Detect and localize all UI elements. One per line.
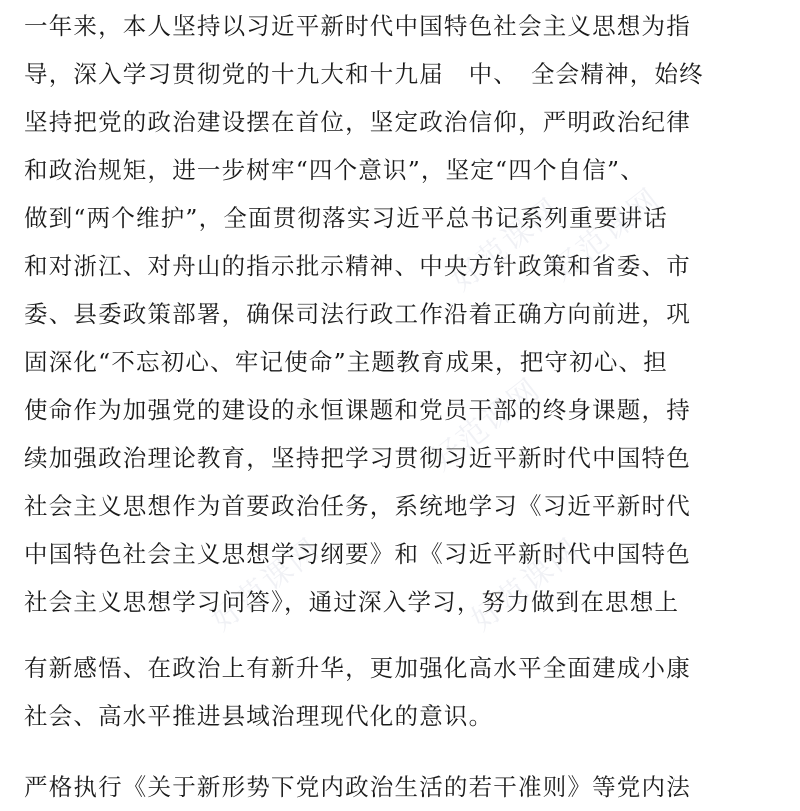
text-line: 有新感悟、在政治上有新升华，更加强化高水平全面建成小康 bbox=[24, 654, 691, 682]
paragraph-3 bbox=[24, 763, 784, 811]
text-line: 社会主义思想学习问答》，通过深入学习，努力做到在思想上 bbox=[24, 588, 680, 616]
text-line: 一年来，本人坚持以习近平新时代中国特色社会主义思想为指 bbox=[24, 12, 691, 40]
text-line: 和对浙江、对舟山的指示批示精神、中央方针政策和省委、市 bbox=[24, 252, 691, 280]
text-line: 固深化“不忘初心、牢记使命”主题教育成果，把守初心、担 bbox=[24, 348, 668, 376]
text-line: 坚持把党的政治建设摆在首位，坚定政治信仰，严明政治纪律 bbox=[24, 108, 691, 136]
watermark: 好范课网 bbox=[464, 531, 588, 638]
text-line: 导，深入学习贯彻党的十九大和十九届 中、 全会精神，始终 bbox=[24, 60, 704, 88]
text-line: 做到“两个维护”，全面贯彻落实习近平总书记系列重要讲话 bbox=[24, 204, 668, 232]
text-line: 社会、高水平推进县域治理现代化的意识。 bbox=[24, 702, 494, 730]
watermark: 好范课网 bbox=[204, 531, 328, 638]
paragraph-2 bbox=[24, 644, 784, 740]
text-line: 和政治规矩，进一步树牢“四个意识”，坚定“四个自信”、 bbox=[24, 156, 645, 184]
text-line: 续加强政治理论教育，坚持把学习贯彻习近平新时代中国特色 bbox=[24, 444, 691, 472]
text-line: 使命作为加强党的建设的永恒课题和党员干部的终身课题，持 bbox=[24, 396, 691, 424]
text-line: 中国特色社会主义思想学习纲要》和《习近平新时代中国特色 bbox=[24, 540, 691, 568]
text-line: 严格执行《关于新形势下党内政治生活的若干准则》等党内法 bbox=[24, 773, 691, 801]
watermark: 好范课网 bbox=[444, 191, 568, 298]
text-line: 委、县委政策部署，确保司法行政工作沿着正确方向前进，巩 bbox=[24, 300, 691, 328]
watermark: 好范课网 bbox=[424, 371, 548, 478]
paragraph-1 bbox=[24, 2, 784, 626]
text-line: 社会主义思想作为首要政治任务，系统地学习《习近平新时代 bbox=[24, 492, 691, 520]
watermark: 好范课网 bbox=[544, 181, 668, 288]
